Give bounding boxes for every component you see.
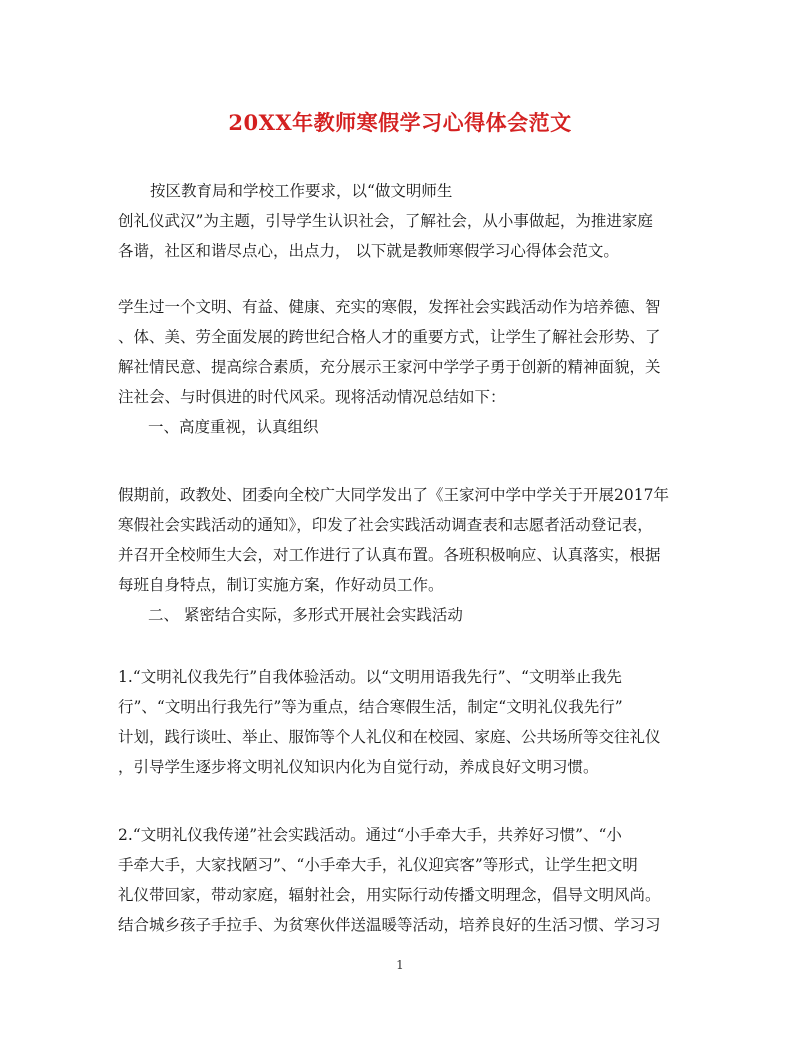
intro-line: 创礼仪武汉”为主题，引导学生认识社会，了解社会，从小事做起，为推进家庭 <box>118 212 653 230</box>
list-item-line: 行”、“文明出行我先行”等为重点，结合寒假生活，制定“文明礼仪我先行” <box>118 698 623 716</box>
list-item-line: 礼仪带回家，带动家庭，辐射社会，用实际行动传播文明理念，倡导文明风尚。 <box>118 886 661 904</box>
paragraph-1 <box>118 292 684 442</box>
intro-line: 按区教育局和学校工作要求，以“做文明师生 <box>150 182 453 200</box>
list-item-line: 计划，践行谈吐、举止、服饰等个人礼仪和在校园、家庭、公共场所等交往礼仪 <box>118 728 661 746</box>
list-item-line: 手牵大手，大家找陋习”、“小手牵大手，礼仪迎宾客”等形式，让学生把文明 <box>118 856 638 874</box>
paragraph-line: 并召开全校师生大会，对工作进行了认真布置。各班积极响应、认真落实，根据 <box>118 546 661 564</box>
paragraph-line: 寒假社会实践活动的通知》，印发了社会实践活动调查表和志愿者活动登记表， <box>118 516 653 534</box>
intro-paragraph <box>118 176 684 266</box>
paragraph-line: 注社会、与时俱进的时代风采。现将活动情况总结如下： <box>118 388 506 406</box>
paragraph-2 <box>118 480 684 630</box>
paragraph-line: 、体、美、劳全面发展的跨世纪合格人才的重要方式，让学生了解社会形势、了 <box>118 328 661 346</box>
paragraph-line: 每班自身特点，制订实施方案，作好动员工作。 <box>118 576 444 594</box>
list-item-line: ，引导学生逐步将文明礼仪知识内化为自觉行动，养成良好文明习惯。 <box>118 758 599 776</box>
list-item-line: 1.“文明礼仪我先行”自我体验活动。以“文明用语我先行”、“文明举止我先 <box>118 668 622 686</box>
section-heading-2: 二、 紧密结合实际，多形式开展社会实践活动 <box>148 606 463 624</box>
list-item-line: 2.“文明礼仪我传递”社会实践活动。通过“小手牵大手，共养好习惯”、“小 <box>118 826 622 844</box>
intro-line: 各谐，社区和谐尽点心，出点力， 以下就是教师寒假学习心得体会范文。 <box>118 242 619 260</box>
page-number: 1 <box>396 958 404 972</box>
paragraph-line: 学生过一个文明、有益、健康、充实的寒假，发挥社会实践活动作为培养德、智 <box>118 298 661 316</box>
paragraph-line: 假期前，政教处、团委向全校广大同学发出了《王家河中学中学关于开展2017年 <box>118 486 669 504</box>
section-heading-1: 一、高度重视，认真组织 <box>148 418 319 436</box>
list-item-2 <box>118 820 684 940</box>
document-title: 20XX年教师寒假学习心得体会范文 <box>228 110 572 135</box>
paragraph-line: 解社情民意、提高综合素质，充分展示王家河中学学子勇于创新的精神面貌，关 <box>118 358 661 376</box>
list-item-1 <box>118 662 684 782</box>
list-item-line: 结合城乡孩子手拉手、为贫寒伙伴送温暖等活动，培养良好的生活习惯、学习习 <box>118 916 661 934</box>
